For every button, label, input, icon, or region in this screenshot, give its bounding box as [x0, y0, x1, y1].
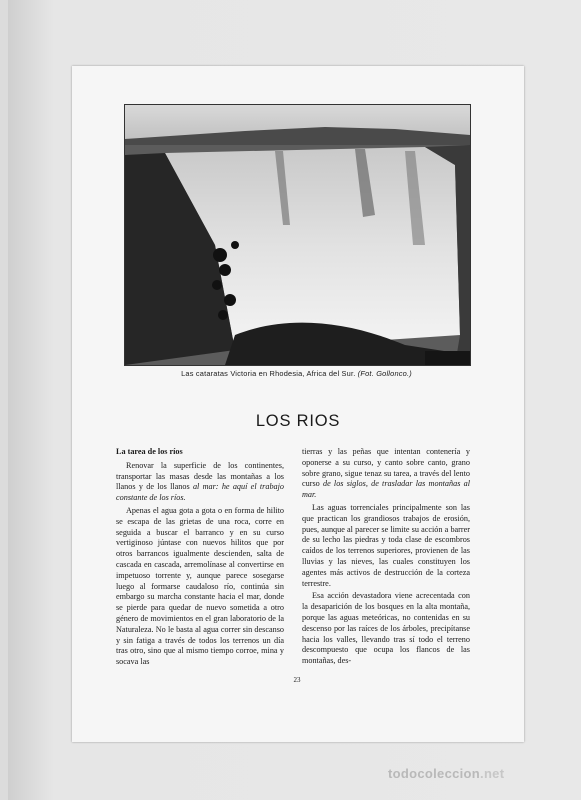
- paragraph-text: Las aguas torrenciales principalmente son las que practican los grandiosos trabajos de erosión, pues, aunque al parecer se limite su acción a barrer de su lecho las piedras y toda clase de escombros caídos de los terrenos superiores, provienen de las lluvias y las nieves, las cuales constituyen los agentes más activos de destrucción de la corteza terrestre.: [302, 502, 470, 588]
- paragraph-italic-text: de los siglos, de trasladar las montañas al mar.: [302, 479, 470, 500]
- paragraph-text: Apenas el agua gota a gota o en forma de hilito se escapa de las grietas de una roca, corre en seguida a buscar el barranco y en su curso vertiginoso júntase con nuevos hilitos que por otros barrancos igualmente descienden, salta de cascada en cascada, arremolínase al convertirse en impetuoso torrente y, aunque parece sosegarse luego al formarse caudaloso río, continúa sin embargo su marcha constante hacia el mar, donde se pierde para quedar de nuevo sometida a otro género de movimientos en el gran laboratorio de la Naturaleza. No le basta al agua correr sin descanso y sin fatiga a través de todos los terrenos un día tras otro, sino que al mismo tiempo corroe, mina y socava las: [116, 505, 284, 667]
- paragraph: [116, 461, 284, 504]
- paragraph: [302, 503, 470, 589]
- paragraph-text: Esa acción devastadora viene acrecentada con la desaparición de los bosques en la alta montaña, porque las aguas meteóricas, no contenidas en su descenso por las raíces de los árboles, precipítanse hacia los valles, llevando tras sí todo el terreno descompuesto que ocupa los flancos de las montañas, des-: [302, 591, 470, 666]
- paragraph-italic-text: al mar: he aquí el trabajo constante de los ríos.: [116, 482, 284, 503]
- section-heading: La tarea de los ríos: [116, 447, 183, 456]
- paragraph: [116, 506, 284, 668]
- paragraph: [302, 591, 470, 667]
- watermark-logo: [388, 766, 504, 781]
- paragraph-text: Renovar la superficie de los continentes, transportar las masas desde las montañas a los llanos y de los llanos: [116, 460, 284, 492]
- photo-caption: [124, 369, 469, 378]
- article-title: LOS RIOS: [255, 412, 341, 430]
- waterfall-photo-illustration: [125, 105, 470, 365]
- watermark-brand: todocoleccion: [388, 766, 481, 781]
- caption-credit: (Fot. Gollonco.): [357, 369, 412, 378]
- caption-text: Las cataratas Victoria en Rhodesia, Africa del Sur.: [181, 369, 358, 378]
- paragraph: [302, 447, 470, 501]
- magazine-page: [72, 66, 524, 742]
- page-number: 23: [293, 676, 301, 684]
- right-column: [302, 447, 470, 669]
- watermark-tld: .net: [480, 766, 505, 781]
- left-column: [116, 447, 284, 670]
- waterfall-photo: [124, 104, 471, 366]
- paragraph-text: tierras y las peñas que intentan contenería y oponerse a su curso, y canto sobre canto, grano sobre grano, sigue tenaz su tarea, a través del lento curso: [302, 447, 470, 489]
